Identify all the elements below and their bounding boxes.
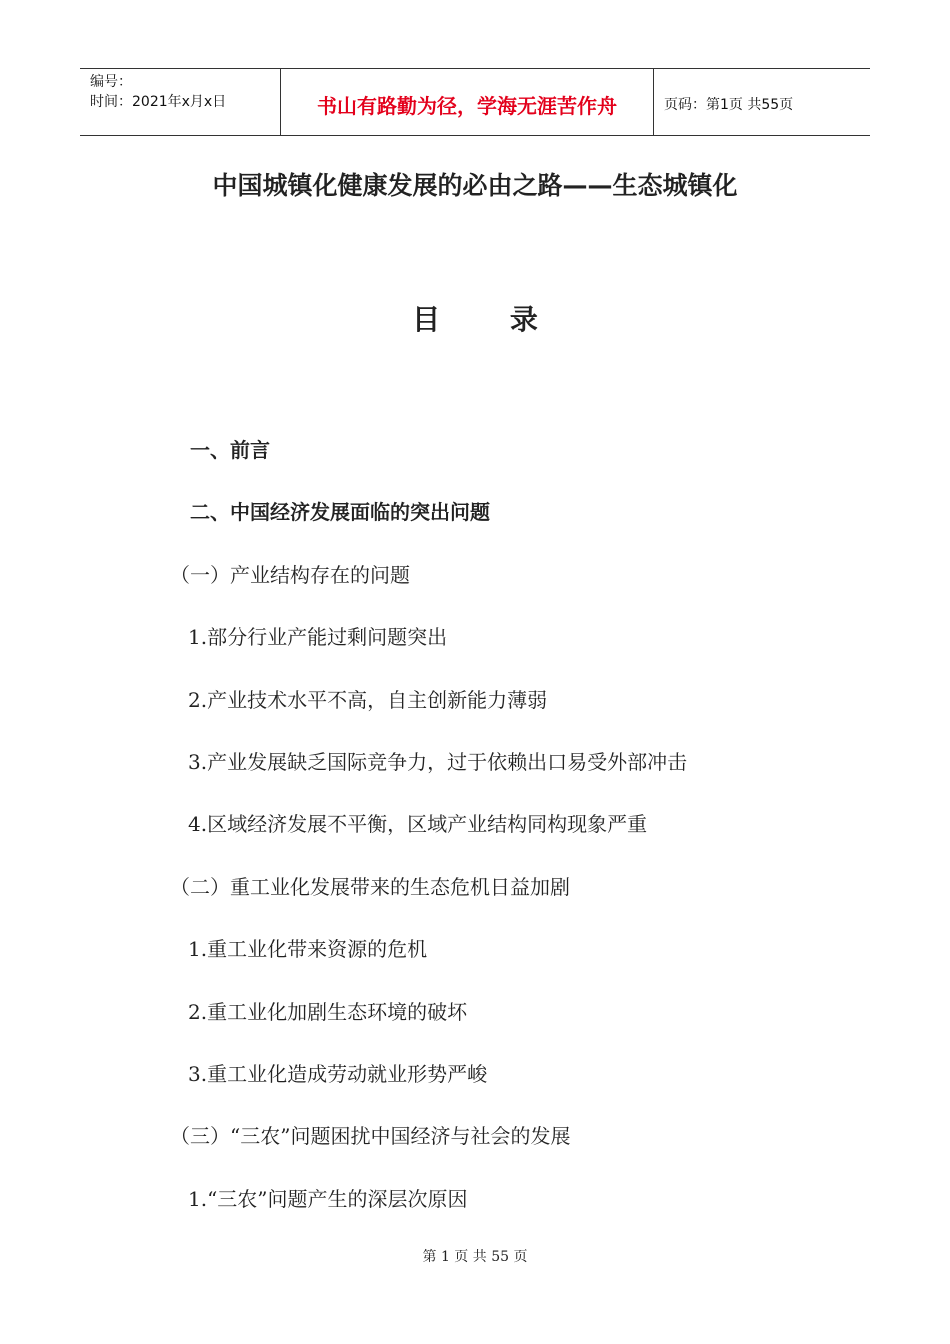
toc-item[interactable]: 1.重工业化带来资源的危机 — [188, 937, 428, 961]
toc-item[interactable]: 4.区域经济发展不平衡，区域产业结构同构现象严重 — [188, 812, 648, 836]
toc-item[interactable]: （一）产业结构存在的问题 — [170, 563, 410, 587]
header-meta — [80, 69, 281, 135]
toc-item[interactable]: 1.部分行业产能过剩问题突出 — [188, 625, 448, 649]
toc-item[interactable]: （二）重工业化发展带来的生态危机日益加剧 — [170, 875, 570, 899]
toc-item[interactable]: 2.重工业化加剧生态环境的破坏 — [188, 1000, 468, 1024]
toc-item[interactable]: （三）“三农”问题困扰中国经济与社会的发展 — [170, 1124, 571, 1148]
toc-item[interactable]: 2.产业技术水平不高，自主创新能力薄弱 — [188, 688, 548, 712]
document-title: 中国城镇化健康发展的必由之路——生态城镇化 — [212, 171, 738, 200]
document-header — [80, 68, 870, 136]
header-number-label: 编号： — [90, 74, 132, 90]
header-time-label: 时间：2021年x月x日 — [90, 94, 227, 110]
header-motto: 书山有路勤为径，学海无涯苦作舟 — [281, 69, 654, 135]
toc-item[interactable]: 一、前言 — [190, 438, 270, 462]
toc-heading: 目 录 — [412, 303, 568, 336]
header-page-info: 页码：第1页 共55页 — [664, 97, 794, 113]
toc-item[interactable]: 3.产业发展缺乏国际竞争力，过于依赖出口易受外部冲击 — [188, 750, 688, 774]
page-footer: 第 1 页 共 55 页 — [422, 1249, 528, 1265]
toc-item[interactable]: 3.重工业化造成劳动就业形势严峻 — [188, 1062, 488, 1086]
toc-item[interactable]: 二、中国经济发展面临的突出问题 — [190, 500, 490, 524]
toc-item[interactable]: 1.“三农”问题产生的深层次原因 — [188, 1187, 468, 1211]
